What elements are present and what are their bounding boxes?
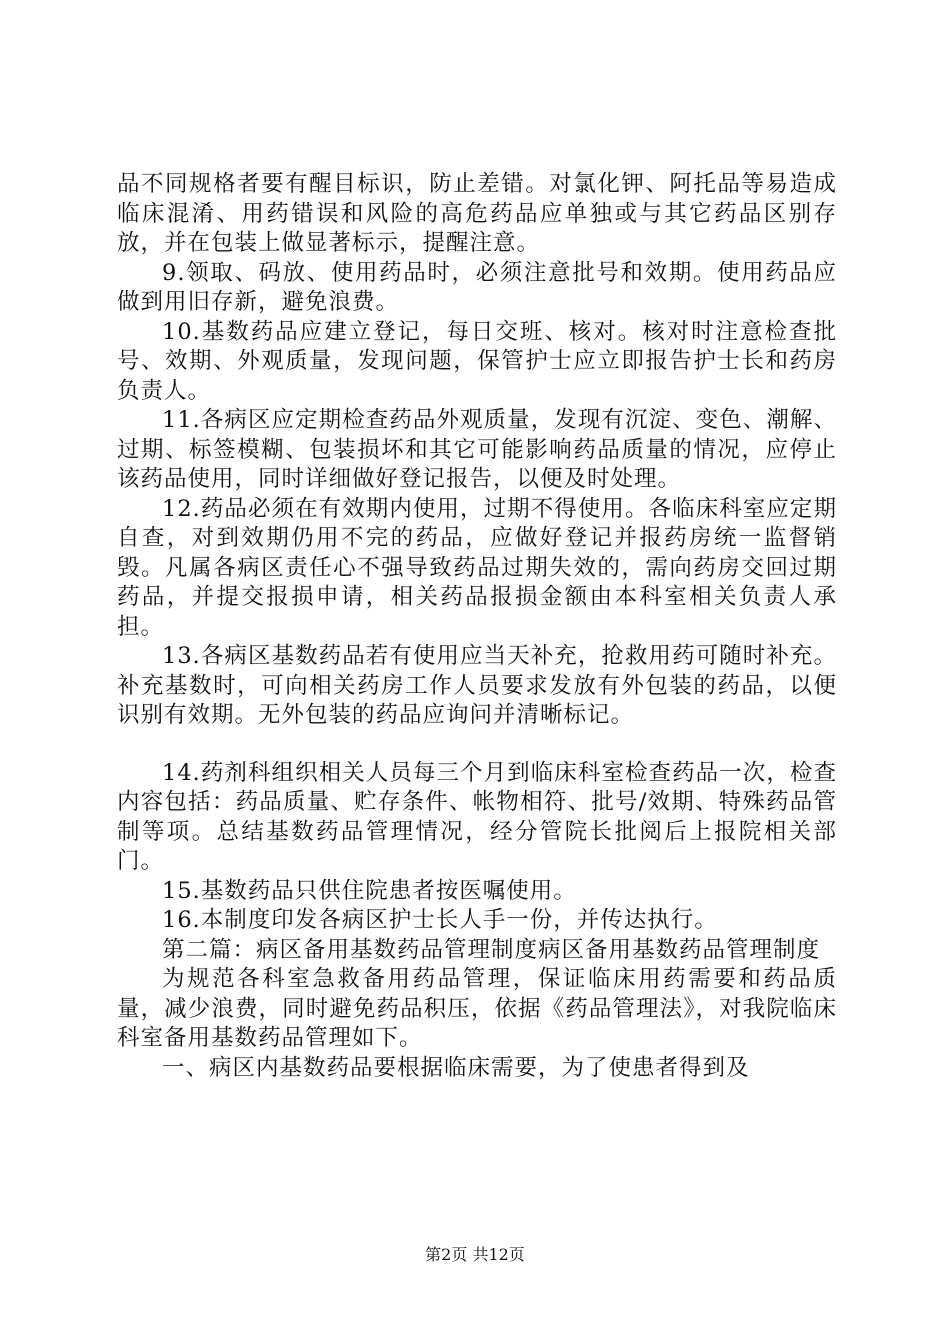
paragraph-item-10: 10.基数药品应建立登记，每日交班、核对。核对时注意检查批号、效期、外观质量，发现问题，保管护士应立即报告护士长和药房负责人。 xyxy=(117,318,837,404)
section-heading: 第二篇：病区备用基数药品管理制度病区备用基数药品管理制度 xyxy=(162,936,821,963)
document-body xyxy=(117,170,837,1083)
paragraph-item-15: 15.基数药品只供住院患者按医嘱使用。 xyxy=(162,877,577,904)
paragraph-item-11: 11.各病区应定期检查药品外观质量，发现有沉淀、变色、潮解、过期、标签模糊、包装损坏和其它可能影响药品质量的情况，应停止该药品使用，同时详细做好登记报告，以便及时处理。 xyxy=(117,407,837,492)
paragraph-item-9: 9.领取、码放、使用药品时，必须注意批号和效期。使用药品应做到用旧存新，避免浪费。 xyxy=(117,259,837,315)
paragraph-item-13: 13.各病区基数药品若有使用应当天补充，抢救用药可随时补充。补充基数时，可向相关药房工作人员要求发放有外包装的药品，以便识别有效期。无外包装的药品应询问并清晰标记。 xyxy=(117,643,837,728)
paragraph-item-1: 一、病区内基数药品要根据临床需要，为了使患者得到及 xyxy=(162,1054,750,1081)
paragraph-item-14: 14.药剂科组织相关人员每三个月到临床科室检查药品一次，检查内容包括：药品质量、贮存条件、帐物相符、批号/效期、特殊药品管制等项。总结基数药品管理情况，经分管院长批阅后上报院相关部门。 xyxy=(117,759,837,874)
paragraph-item-12: 12.药品必须在有效期内使用，过期不得使用。各临床科室应定期自查，对到效期仍用不完的药品，应做好登记并报药房统一监督销毁。凡属各病区责任心不强导致药品过期失效的，需向药房交回过期药品，并提交报损申请，相关药品报损金额由本科室相关负责人承担。 xyxy=(117,495,837,640)
paragraph-intro: 为规范各科室急救备用药品管理，保证临床用药需要和药品质量，减少浪费，同时避免药品积压，依据《药品管理法》，对我院临床科室备用基数药品管理如下。 xyxy=(117,966,837,1051)
paragraph-continued: 品不同规格者要有醒目标识，防止差错。对氯化钾、阿托品等易造成临床混淆、用药错误和风险的高危药品应单独或与其它药品区别存放，并在包装上做显著标示，提醒注意。 xyxy=(117,171,837,256)
paragraph-item-16: 16.本制度印发各病区护士长人手一份，并传达执行。 xyxy=(162,907,718,933)
page-number-footer: 第2页 共12页 xyxy=(425,1245,525,1264)
